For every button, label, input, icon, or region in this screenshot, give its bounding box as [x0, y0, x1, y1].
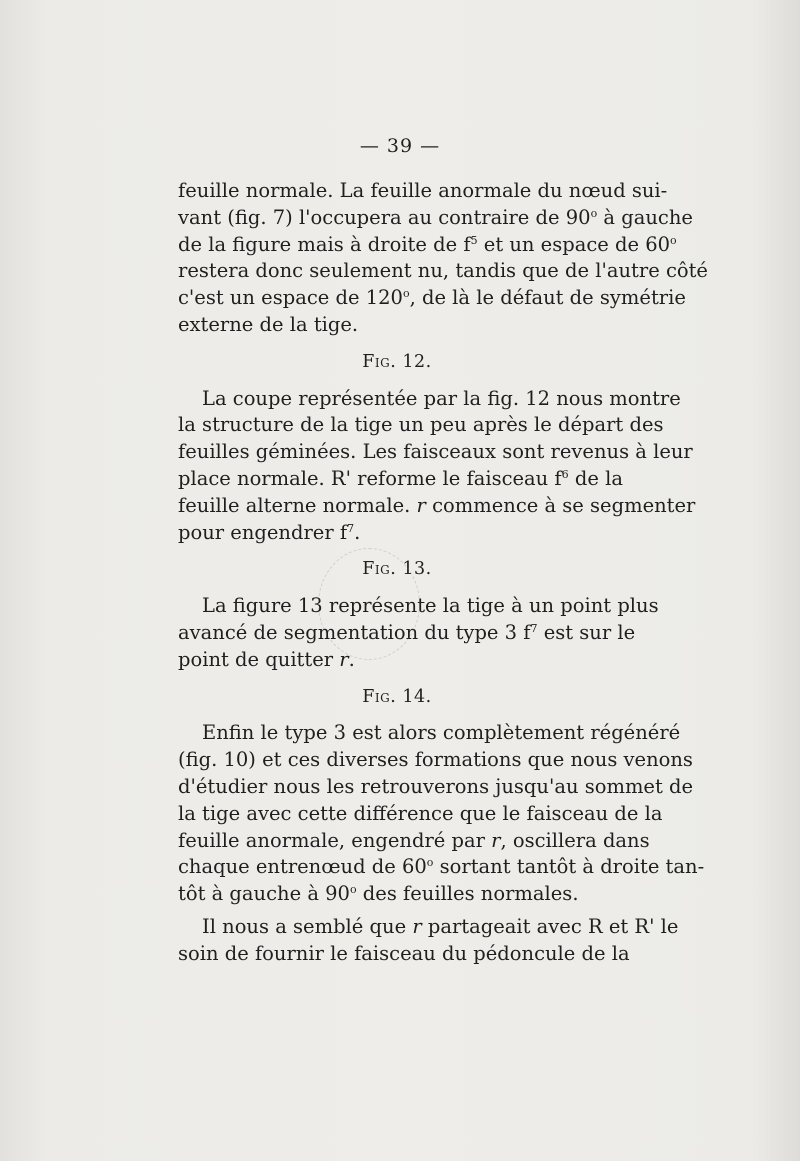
- paragraph-4: [178, 720, 705, 908]
- text-line: la structure de la tige un peu après le départ des: [178, 413, 664, 437]
- text-line: chaque entrenœud de 60$^o$ sortant tantôt à droite tan-: [178, 855, 705, 879]
- text-line: c'est un espace de 120$^o$, de là le défaut de symétrie: [178, 286, 686, 310]
- body-text: [178, 178, 708, 968]
- text-line: la tige avec cette différence que le faisceau de la: [178, 801, 663, 825]
- figure-caption-13: Fig. 13.: [362, 559, 432, 580]
- figure-caption-12: Fig. 12.: [362, 351, 432, 372]
- text-line: feuille alterne normale. r commence à se segmenter: [178, 493, 696, 517]
- page-number: — 39 —: [359, 135, 441, 157]
- text-line: Enfin le type 3 est alors complètement régénéré: [202, 721, 681, 745]
- text-line: externe de la tige.: [178, 312, 359, 336]
- figure-caption-14: Fig. 14.: [362, 686, 432, 707]
- text-line: tôt à gauche à 90$^o$ des feuilles normales.: [178, 882, 579, 906]
- paragraph-1: [178, 178, 708, 339]
- text-line: La coupe représentée par la fig. 12 nous montre: [202, 386, 681, 410]
- paragraph-2: [178, 386, 696, 547]
- text-line: restera donc seulement nu, tandis que de l'autre côté: [178, 259, 708, 283]
- text-line: point de quitter r.: [178, 647, 355, 671]
- text-line: (fig. 10) et ces diverses formations que nous venons: [178, 748, 693, 772]
- text-line: feuille anormale, engendré par r, oscillera dans: [178, 828, 650, 852]
- text-line: place normale. R' reforme le faisceau $f^6$ de la: [178, 466, 623, 490]
- paragraph-5: [178, 914, 679, 968]
- paragraph-3: [178, 593, 659, 673]
- text-line: pour engendrer $f^7$.: [178, 520, 361, 544]
- text-line: soin de fournir le faisceau du pédoncule de la: [178, 941, 630, 965]
- text-line: Il nous a semblé que r partageait avec R et R' le: [202, 914, 679, 938]
- text-line: vant (fig. 7) l'occupera au contraire de 90$^o$ à gauche: [178, 205, 693, 229]
- text-line: feuilles géminées. Les faisceaux sont revenus à leur: [178, 440, 693, 464]
- text-line: d'étudier nous les retrouverons jusqu'au sommet de: [178, 774, 694, 798]
- text-line: feuille normale. La feuille anormale du nœud sui-: [178, 179, 668, 202]
- text-line: de la figure mais à droite de $f^5$ et un espace de 60$^o$: [178, 232, 677, 256]
- text-line: La figure 13 représente la tige à un point plus: [202, 594, 659, 618]
- text-line: avancé de segmentation du type 3 $f^7$ est sur le: [178, 620, 636, 644]
